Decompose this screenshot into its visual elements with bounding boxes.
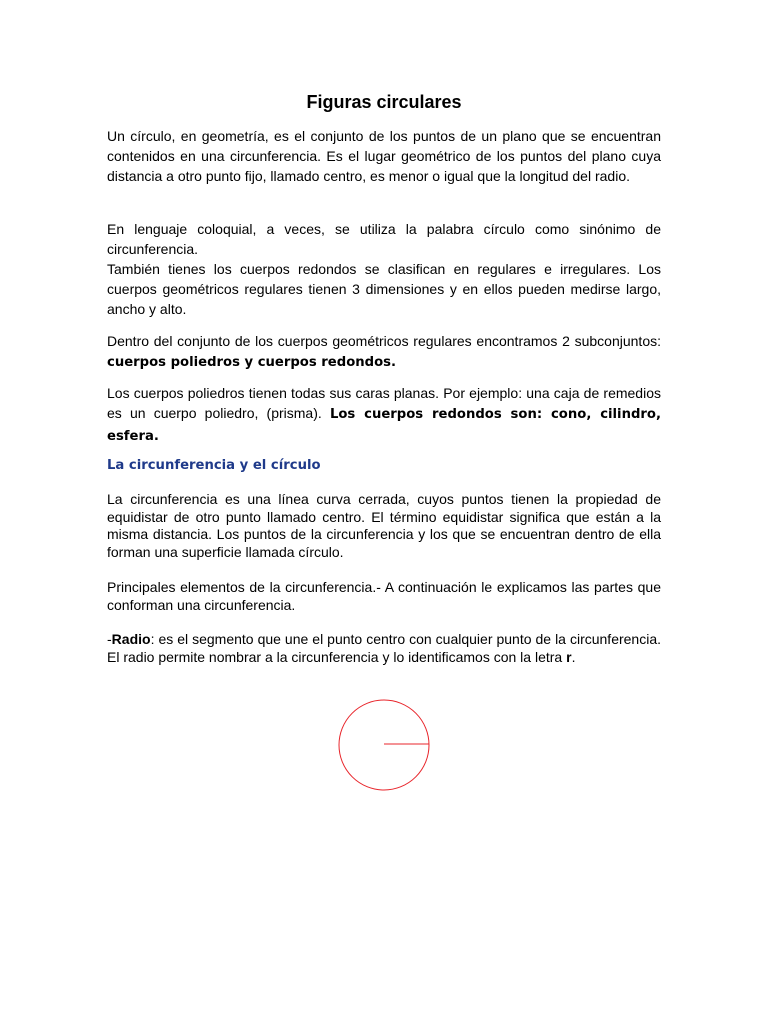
page-title: Figuras circulares — [306, 92, 462, 112]
paragraph-subsets-bold: cuerpos poliedros y cuerpos redondos. — [107, 355, 396, 370]
paragraph-subsets — [107, 331, 661, 373]
radius-prefix: - — [107, 631, 112, 647]
paragraph-elements: Principales elementos de la circunferencia.- A continuación le explicamos las partes que conforman una circunferencia. — [107, 579, 661, 613]
paragraph-polyhedra — [107, 383, 661, 447]
radius-end: . — [571, 648, 576, 665]
paragraph-circle-definition: Un círculo, en geometría, es el conjunto de los puntos de un plano que se encuentran contenidos en una circunferencia. Es el lugar geométrico de los puntos del plano cuya distancia a otro punto fijo, llamado centro, es menor o igual que la longitud del radio. — [107, 128, 661, 184]
circumference-shape — [339, 700, 429, 790]
paragraph-subsets-text: Dentro del conjunto de los cuerpos geométricos regulares encontramos 2 subconjuntos: — [107, 333, 661, 349]
paragraph-polyhedra-text: Los cuerpos poliedros tienen todas sus caras planas. Por ejemplo: una caja de remedios es un cuerpo poliedro, (prisma). — [107, 385, 661, 421]
paragraph-round-bodies: También tienes los cuerpos redondos se clasifican en regulares e irregulares. Los cuerpos geométricos regulares tienen 3 dimensiones y en ellos pueden medirse largo, ancho y alto. — [107, 261, 661, 317]
paragraph-colloquial — [107, 219, 661, 319]
radius-letter: r — [566, 648, 572, 665]
paragraph-radius — [107, 631, 661, 666]
paragraph-circumference: La circunferencia es una línea curva cerrada, cuyos puntos tienen la propiedad de equidistar de otro punto llamado centro. El término equidistar significa que están a la misma distancia. Los puntos de la circunferencia y los que se encuentran dentro de ella forman una superficie llamada círculo. — [107, 491, 661, 560]
paragraph-polyhedra-bold: Los cuerpos redondos son: cono, cilindro, esfera. — [107, 407, 661, 444]
circle-radius-figure — [338, 699, 432, 798]
circle-diagram — [338, 699, 432, 793]
radius-description: : es el segmento que une el punto centro con cualquier punto de la circunferencia. El radio permite nombrar a la circunferencia y lo identificamos con la letra — [107, 631, 661, 665]
paragraph-colloquial-line1: En lenguaje coloquial, a veces, se utiliza la palabra círculo como sinónimo de circunferencia. — [107, 221, 661, 257]
radius-term: Radio — [111, 631, 151, 647]
section-heading: La circunferencia y el círculo — [107, 458, 321, 473]
